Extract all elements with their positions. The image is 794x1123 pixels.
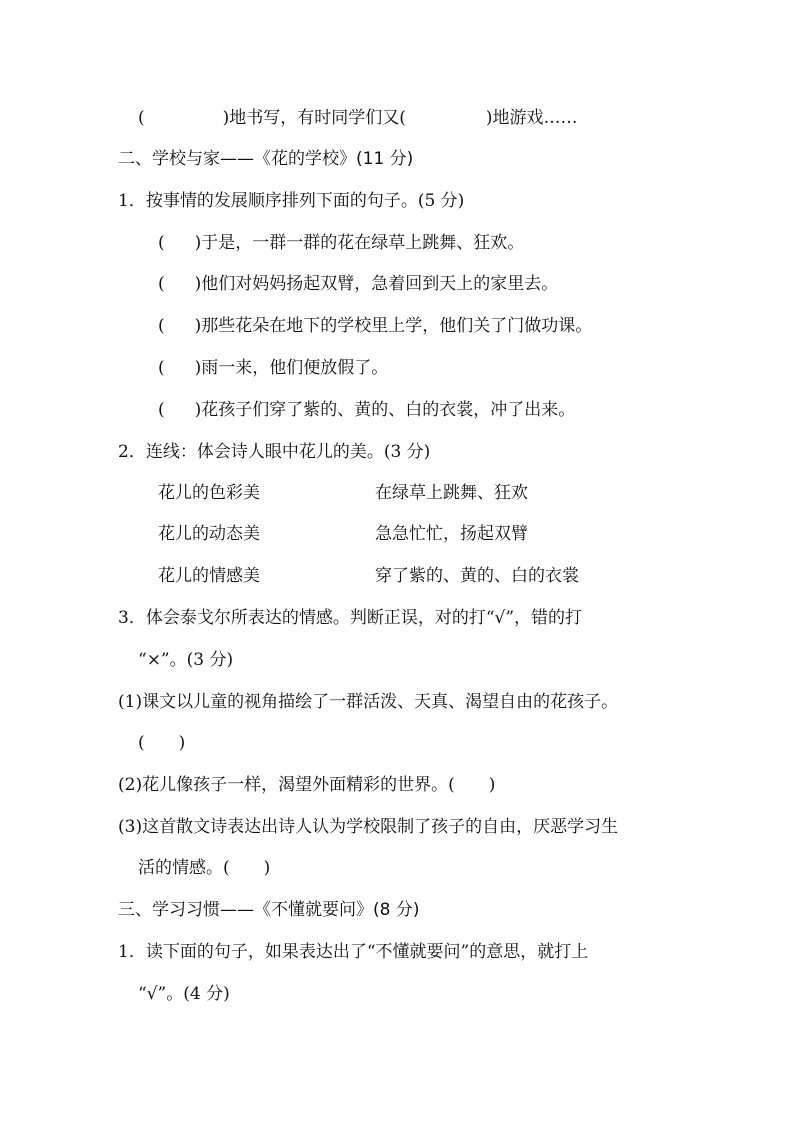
section2-q1-title: 1．按事情的发展顺序排列下面的句子。(5 分) xyxy=(118,191,465,211)
section2-q1-item: ( )雨一来，他们便放假了。 xyxy=(158,358,389,378)
match-left-item: 花儿的色彩美 xyxy=(158,483,260,503)
section3-q1-title-line2: “√”。(4 分) xyxy=(138,984,230,1004)
section2-heading: 二、学校与家——《花的学校》(11 分) xyxy=(118,149,414,169)
section2-q3-item-3-line2: 活的情感。( ) xyxy=(138,858,271,878)
section3-heading: 三、学习习惯——《不懂就要问》(8 分) xyxy=(118,900,420,920)
section2-q3-title-line1: 3．体会泰戈尔所表达的情感。判断正误，对的打“√”，错的打 xyxy=(118,608,583,628)
section2-q3-item-1-line1: (1)课文以儿童的视角描绘了一群活泼、天真、渴望自由的花孩子。 xyxy=(118,692,619,712)
section2-q3-title-line2: “×”。(3 分) xyxy=(138,650,234,670)
match-right-item: 在绿草上跳舞、狂欢 xyxy=(375,483,528,503)
match-right-item: 穿了紫的、黄的、白的衣裳 xyxy=(375,566,579,586)
match-left-item: 花儿的动态美 xyxy=(158,524,260,544)
top-text-2: )地游戏…… xyxy=(485,108,578,128)
section2-q3-item-3-line1: (3)这首散文诗表达出诗人认为学校限制了孩子的自由，厌恶学习生 xyxy=(118,817,619,837)
top-text-1: )地书写，有时同学们又( xyxy=(222,108,406,128)
section2-q1-item: ( )那些花朵在地下的学校里上学，他们关了门做功课。 xyxy=(158,316,593,336)
top-open-paren: ( xyxy=(138,108,145,128)
section2-q2-title: 2．连线：体会诗人眼中花儿的美。(3 分) xyxy=(118,442,431,462)
section3-q1-title-line1: 1．读下面的句子，如果表达出了“不懂就要问”的意思，就打上 xyxy=(118,942,589,962)
section2-q1-item: ( )他们对妈妈扬起双臂，急着回到天上的家里去。 xyxy=(158,274,559,294)
section2-q3-item-1-line2: ( ) xyxy=(138,733,186,753)
match-left-item: 花儿的情感美 xyxy=(158,566,260,586)
section2-q1-item: ( )花孩子们穿了紫的、黄的、白的衣裳，冲了出来。 xyxy=(158,400,576,420)
section2-q3-item-2: (2)花儿像孩子一样，渴望外面精彩的世界。( ) xyxy=(118,775,496,795)
match-right-item: 急急忙忙，扬起双臂 xyxy=(375,524,528,544)
section2-q1-item: ( )于是，一群一群的花在绿草上跳舞、狂欢。 xyxy=(158,233,525,253)
top-fill-line xyxy=(138,106,578,130)
